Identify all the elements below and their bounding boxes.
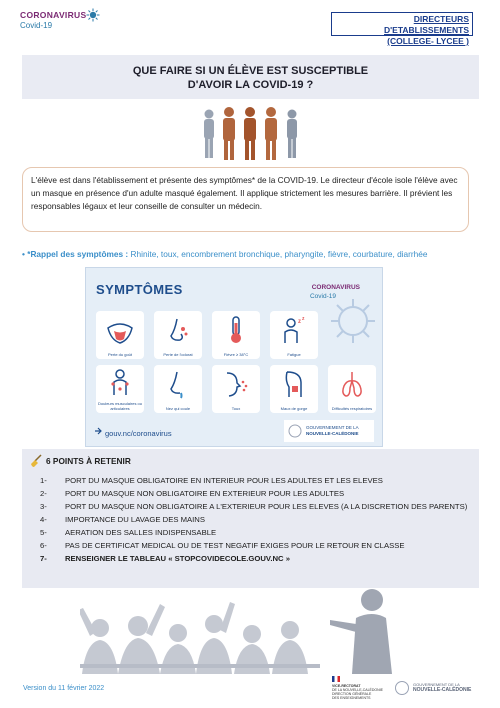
key-point-number: 7- [40,554,47,563]
vice-rectorat-logo [332,676,392,702]
key-point-item [40,552,474,565]
poster-gov-logo [284,420,374,442]
key-point-text: PAS DE CERTIFICAT MEDICAL OU DE TEST NEGATIF EXIGES POUR LE RETOUR EN CLASSE [65,541,405,550]
symptom-label: Fièvre ≥ 38°C [223,351,249,357]
symptoms-text: Rhinite, toux, encombrement bronchique, pharyngite, fièvre, courbature, diarrhée [128,249,428,259]
title-panel [22,55,479,99]
symptom-card-breathing [328,365,376,413]
person-2-figure [223,107,235,160]
symptom-card-fatigue [270,311,318,359]
vice-rectorat-line-2: DE LA NOUVELLE-CALÉDONIE [332,688,383,692]
symptom-card-sore-throat [270,365,318,413]
poster-gov-line-1: GOUVERNEMENT DE LA [306,425,359,430]
gov-emblem-icon [395,681,409,695]
title-line-2: D'AVOIR LA COVID-19 ? [187,79,314,91]
poster-gov-text [306,425,359,437]
key-point-item [40,513,474,526]
key-point-number: 1- [40,476,47,485]
intro-text: L'élève est dans l'établissement et présente des symptômes* de la COVID-19. Le directeur d'école isole l'élève avec un masque en présence d'un adulte masqué également. Il applique strictement les mesures barrière. Il prévient les responsables légaux et leur conseille de consulter un médecin. [31,175,458,211]
poster-gov-line-2: NOUVELLE-CALÉDONIE [306,431,359,436]
classroom-illustration [80,578,410,674]
key-point-number: 3- [40,502,47,511]
title-line-1: QUE FAIRE SI UN ÉLÈVE EST SUSCEPTIBLE [132,65,369,77]
version-date: Version du 11 février 2022 [23,685,105,692]
poster-logo-title: CORONAVIRUS [311,284,360,291]
symptom-card-smell [154,311,202,359]
symptom-label: Nez qui coule [165,405,191,411]
key-points-heading: 6 POINTS À RETENIR [46,456,131,466]
sore-throat-icon [279,369,309,399]
symptoms-poster [85,267,383,447]
key-point-number: 2- [40,489,47,498]
symptom-card-cough [212,365,260,413]
key-point-item [40,500,474,513]
symptom-label: Difficultés respiratoires [331,405,373,411]
audience-line-2: (COLLEGE- LYCEE ) [387,36,469,46]
poster-virus-icon [328,296,378,346]
key-point-item [40,539,474,552]
key-points-list [40,474,474,565]
key-point-text: PORT DU MASQUE OBLIGATOIRE EN INTERIEUR POUR LES ADULTES ET LES ELEVES [65,476,383,485]
vice-rectorat-line-4: DES ENSEIGNEMENTS [332,696,371,700]
key-point-text: PORT DU MASQUE NON OBLIGATOIRE EN EXTERIEUR POUR LES ADULTES [65,489,345,498]
symptoms-lead: • *Rappel des symptômes : [22,249,129,259]
key-points-panel [22,449,479,588]
logo-subtitle: Covid-19 [20,21,53,30]
audience-label [331,12,473,46]
symptom-card-pain [96,365,144,413]
key-point-item [40,474,474,487]
intro-box [22,167,469,232]
teacher-silhouette [330,589,392,674]
symptom-label: Perte du goût [107,351,133,357]
symptom-card-taste [96,311,144,359]
runny-nose-icon [163,369,193,399]
person-5-figure [287,110,297,159]
symptom-card-fever [212,311,260,359]
key-point-number: 5- [40,528,47,537]
vice-rectorat-line-1: VICE-RECTORAT [332,684,361,688]
government-line-1: GOUVERNEMENT DE LA [413,682,460,687]
key-point-number: 4- [40,515,47,524]
key-point-number: 6- [40,541,47,550]
desk-shape [80,664,320,668]
tongue-icon [105,316,135,346]
symptoms-reminder [22,248,477,260]
person-1-figure [204,110,214,159]
audience-line-1: DIRECTEURS D'ETABLISSEMENTS [384,14,469,35]
virus-icon [86,8,100,22]
symptom-card-runny-nose [154,365,202,413]
poster-heading: SYMPTÔMES [96,282,183,297]
person-3-figure [244,107,256,160]
government-logo [395,678,485,704]
symptom-label: Toux [231,405,241,411]
students-silhouettes [80,602,308,674]
cough-icon [221,369,251,399]
nose-icon [163,316,193,346]
key-point-text: AERATION DES SALLES INDISPENSABLE [65,528,217,537]
link-arrow-icon [94,427,102,435]
key-point-item [40,487,474,500]
svg-text:z: z [298,319,301,325]
people-illustration [198,106,308,162]
svg-text:z: z [302,316,305,322]
government-line-2: NOUVELLE-CALÉDONIE [413,687,472,693]
person-4-figure [265,107,277,160]
symptom-label: Fatigue [287,351,301,357]
key-point-item [40,526,474,539]
key-point-text: PORT DU MASQUE NON OBLIGATOIRE A L'EXTERIEUR POUR LES ELEVES (A LA DISCRETION DES PARENTS) [65,502,468,511]
symptom-label: Perte de l'odorat [163,351,193,357]
logo-title: CORONAVIRUS [20,10,87,20]
body-pain-icon [105,368,135,398]
symptom-label: Maux de gorge [280,405,308,411]
gov-emblem-icon [288,424,302,438]
tired-person-icon [279,315,309,345]
poster-url: gouv.nc/coronavirus [105,429,172,438]
vice-rectorat-line-3: DIRECTION GÉNÉRALE [332,692,372,696]
key-point-text: IMPORTANCE DU LAVAGE DES MAINS [65,515,205,524]
key-point-text: RENSEIGNER LE TABLEAU « STOPCOVIDECOLE.GOUV.NC » [65,554,290,563]
symptom-label: Douleurs musculaires ou articulaires [97,401,143,411]
government-text [413,682,471,693]
thermometer-icon [221,315,251,345]
poster-logo-subtitle: Covid-19 [309,293,336,300]
vice-rectorat-text [332,684,383,700]
broom-icon [29,454,43,468]
french-flag-icon [332,676,340,682]
page-title [22,64,479,92]
coronavirus-logo [20,10,140,30]
lungs-icon [337,369,367,399]
